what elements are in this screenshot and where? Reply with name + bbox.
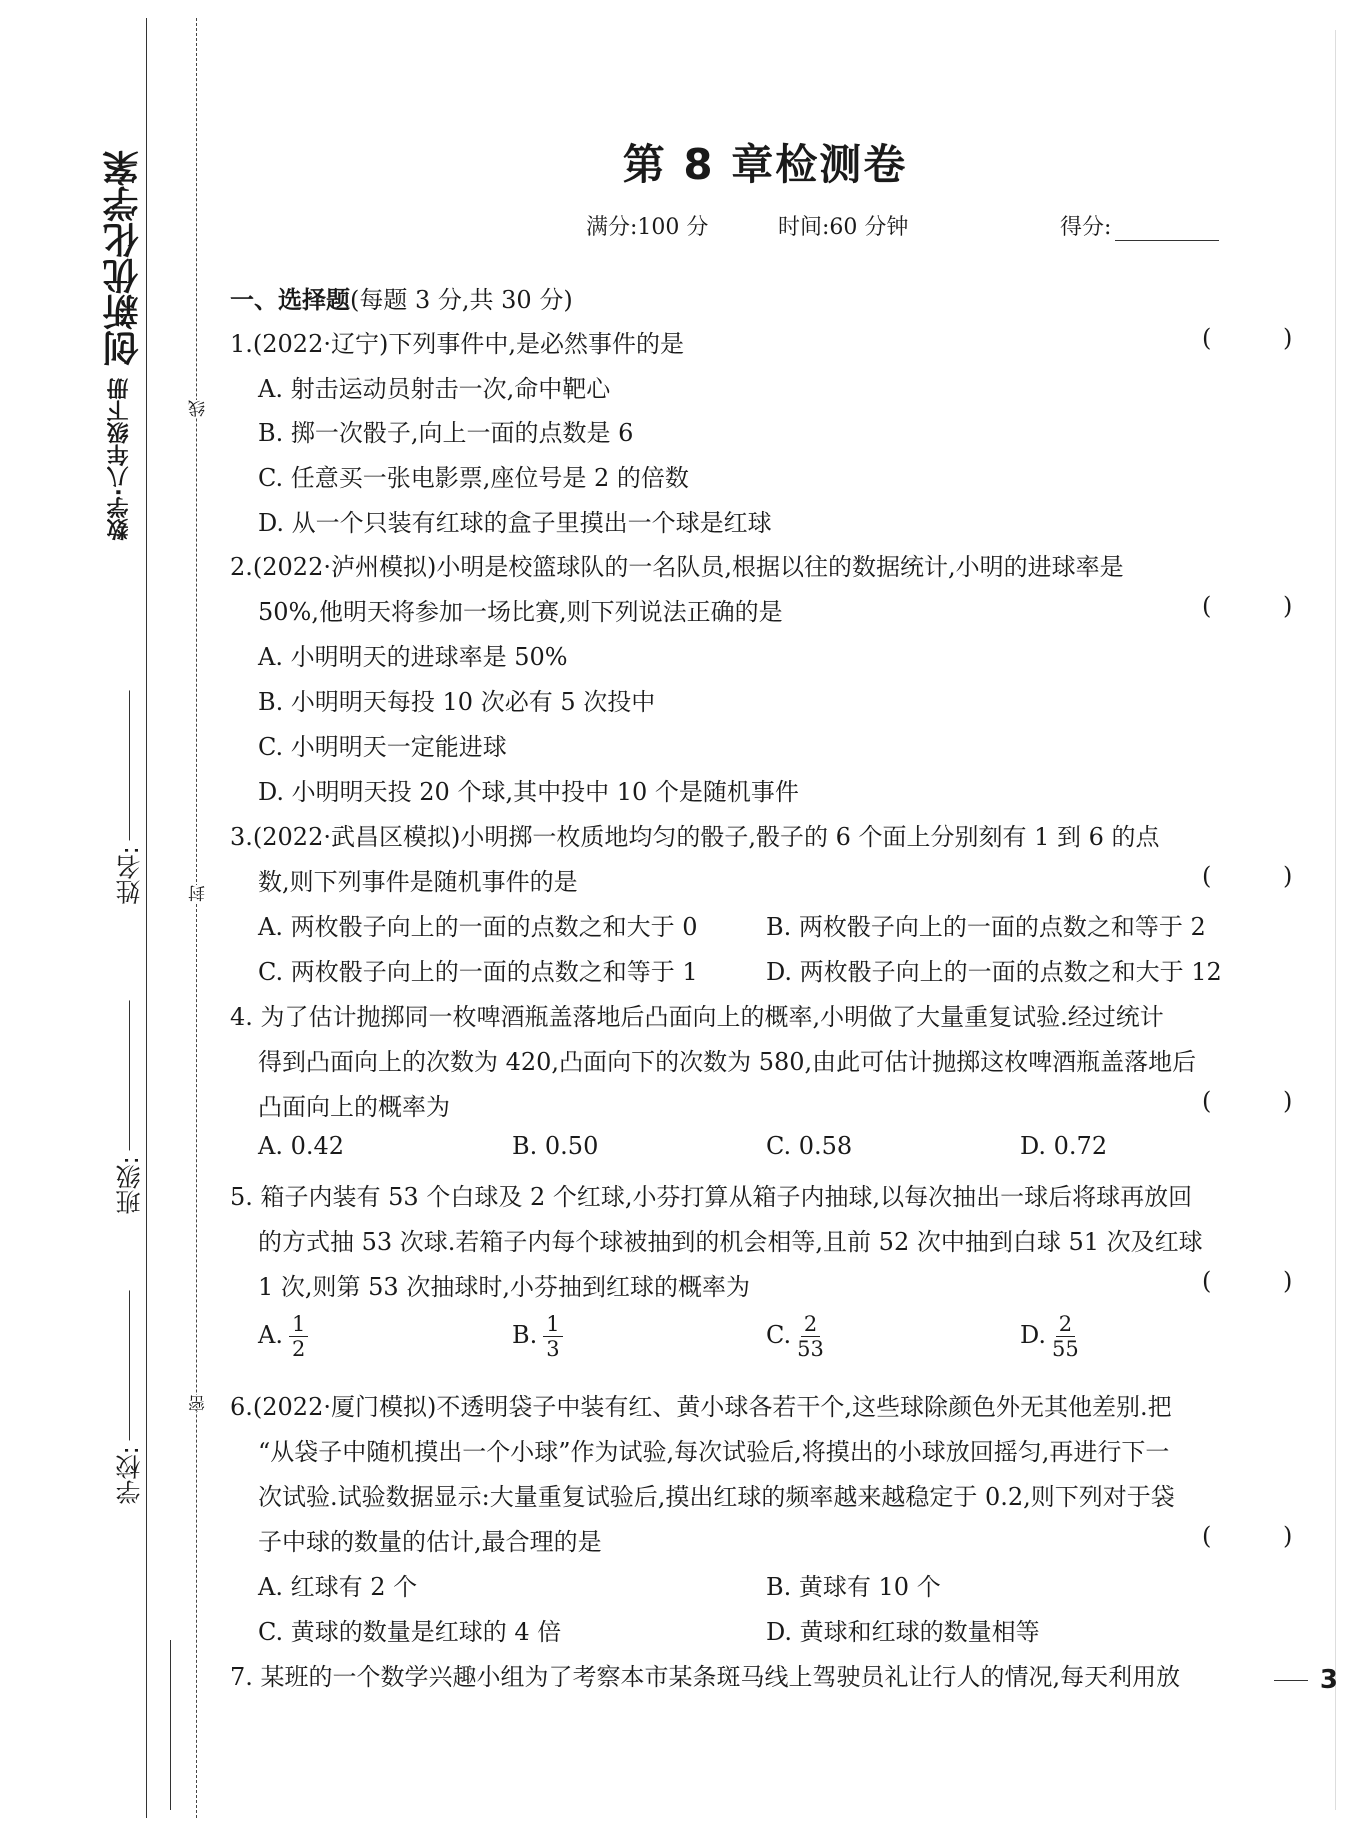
exam-time: 时间:60 分钟 [778,215,909,240]
q3-option-b: B. 两枚骰子向上的一面的点数之和等于 2 [766,913,1206,941]
q5-stem-line3: 1 次,则第 53 次抽球时,小芬抽到红球的概率为 [258,1273,750,1301]
q3-stem-line1: 3.(2022·武昌区模拟)小明掷一枚质地均匀的骰子,骰子的 6 个面上分别刻有 1 到 6 的点 [230,823,1160,851]
q1-option-d: D. 从一个只装有红球的盒子里摸出一个球是红球 [258,509,772,537]
seal-mark-line: 线 [186,400,211,417]
q2-stem-line1: 2.(2022·泸州模拟)小明是校篮球队的一名队员,根据以往的数据统计,小明的进球率是 [230,553,1124,581]
fraction-numerator: 2 [801,1312,820,1337]
q5-answer-paren[interactable]: ( ) [1202,1267,1325,1295]
full-score: 满分:100 分 [586,215,709,240]
book-subtitle [104,378,135,540]
q4-option-c: C. 0.58 [766,1132,853,1160]
q6-option-b: B. 黄球有 10 个 [766,1573,941,1601]
q6-option-d: D. 黄球和红球的数量相等 [766,1618,1040,1646]
q3-option-c: C. 两枚骰子向上的一面的点数之和等于 1 [258,958,698,986]
fraction-denominator: 3 [546,1337,560,1362]
class-label: 班级: [115,1156,144,1215]
q5-option-b-fraction [543,1312,562,1361]
q5-option-c-letter: C. [766,1321,792,1350]
name-field [112,690,148,904]
school-blank [130,1290,131,1440]
q3-option-a: A. 两枚骰子向上的一面的点数之和大于 0 [258,913,698,941]
page-number-value: 3 [1319,1665,1338,1695]
q5-stem-line1: 5. 箱子内装有 53 个白球及 2 个红球,小芬打算从箱子内抽球,以每次抽出一球后将球再放回 [230,1183,1193,1211]
q7-stem-line1: 7. 某班的一个数学兴趣小组为了考察本市某条斑马线上驾驶员礼让行人的情况,每天利用放 [230,1663,1181,1691]
q1-option-a: A. 射击运动员射击一次,命中靶心 [258,375,611,403]
q1-option-c: C. 任意买一张电影票,座位号是 2 的倍数 [258,464,689,492]
score-field [1060,210,1219,241]
q5-option-a [258,1312,308,1361]
q5-option-d-letter: D. [1020,1321,1047,1350]
section-note: (每题 3 分,共 30 分) [350,286,573,314]
q6-stem-line2: “从袋子中随机摸出一个小球”作为试验,每次试验后,将摸出的小球放回摇匀,再进行下一 [258,1438,1170,1466]
q6-stem-line4: 子中球的数量的估计,最合理的是 [258,1528,602,1556]
q5-option-d [1020,1312,1079,1361]
q4-option-d: D. 0.72 [1020,1132,1108,1160]
fraction-numerator: 1 [289,1312,308,1337]
fraction-denominator: 55 [1052,1337,1079,1362]
q2-answer-paren[interactable]: ( ) [1202,592,1325,620]
q5-stem-line2: 的方式抽 53 次球.若箱子内每个球被抽到的机会相等,且前 52 次中抽到白球 51 次及红球 [258,1228,1203,1256]
q6-stem-line1: 6.(2022·厦门模拟)不透明袋子中装有红、黄小球各若干个,这些球除颜色外无其他差别.把 [230,1393,1172,1421]
q1-option-b: B. 掷一次骰子,向上一面的点数是 6 [258,419,634,447]
section-heading [230,280,573,315]
q6-option-a: A. 红球有 2 个 [258,1573,418,1601]
q5-option-c-fraction [797,1312,824,1361]
school-label: 学校: [115,1446,144,1505]
q4-stem-line3: 凸面向上的概率为 [258,1093,450,1121]
q6-stem-line3: 次试验.试验数据显示:大量重复试验后,摸出红球的频率越来越稳定于 0.2,则下列对于袋 [258,1483,1175,1511]
q2-option-c: C. 小明明天一定能进球 [258,733,507,761]
q5-option-b [512,1312,563,1361]
fraction-numerator: 2 [1056,1312,1075,1337]
section-title: 一、选择题 [230,286,350,314]
q5-option-c [766,1312,824,1361]
q5-option-a-fraction [289,1312,308,1361]
q5-option-b-letter: B. [512,1321,538,1350]
q6-option-c: C. 黄球的数量是红球的 4 倍 [258,1618,562,1646]
q2-option-d: D. 小明明天投 20 个球,其中投中 10 个是随机事件 [258,778,799,806]
q2-stem-line2: 50%,他明天将参加一场比赛,则下列说法正确的是 [258,598,783,626]
q5-option-d-fraction [1052,1312,1079,1361]
q3-option-d: D. 两枚骰子向上的一面的点数之和大于 12 [766,958,1222,986]
q1-answer-paren[interactable]: ( ) [1202,324,1325,352]
seal-mark-seal: 封 [186,885,211,902]
score-blank [1115,216,1219,241]
q6-answer-paren[interactable]: ( ) [1202,1522,1325,1550]
binding-dashed-line [196,18,197,1818]
school-field [112,1290,148,1504]
score-label: 得分: [1060,215,1112,240]
brand-name: 创新优化学案 [103,150,144,366]
q1-stem: 1.(2022·辽宁)下列事件中,是必然事件的是 [230,330,684,358]
seal-mark-secret: 密 [186,1395,211,1412]
q2-option-a: A. 小明明天的进球率是 50% [258,643,568,671]
binding-outer-line [170,1640,171,1810]
q3-stem-line2: 数,则下列事件是随机事件的是 [258,868,578,896]
fraction-denominator: 2 [291,1337,306,1362]
page-edge [1335,30,1336,1810]
name-blank [130,690,131,840]
fraction-numerator: 1 [543,1312,562,1337]
book-subtitle-text: 数学·八年级下册 [107,378,132,541]
q3-answer-paren[interactable]: ( ) [1202,862,1325,890]
name-label: 姓名: [115,846,144,905]
q2-option-b: B. 小明明天每投 10 次必有 5 次投中 [258,688,656,716]
q4-stem-line1: 4. 为了估计抛掷同一枚啤酒瓶盖落地后凸面向上的概率,小明做了大量重复试验.经过统计 [230,1003,1164,1031]
class-blank [130,1000,131,1150]
class-field [112,1000,148,1214]
q4-answer-paren[interactable]: ( ) [1202,1087,1325,1115]
page-number [1274,1665,1338,1695]
q5-option-a-letter: A. [258,1321,283,1350]
q4-stem-line2: 得到凸面向上的次数为 420,凸面向下的次数为 580,由此可估计抛掷这枚啤酒瓶盖落地后 [258,1048,1197,1076]
page-title: 第 8 章检测卷 [622,140,908,189]
page-number-dash [1274,1680,1308,1681]
fraction-denominator: 53 [797,1337,824,1362]
q4-option-a: A. 0.42 [258,1132,345,1160]
q4-option-b: B. 0.50 [512,1132,599,1160]
